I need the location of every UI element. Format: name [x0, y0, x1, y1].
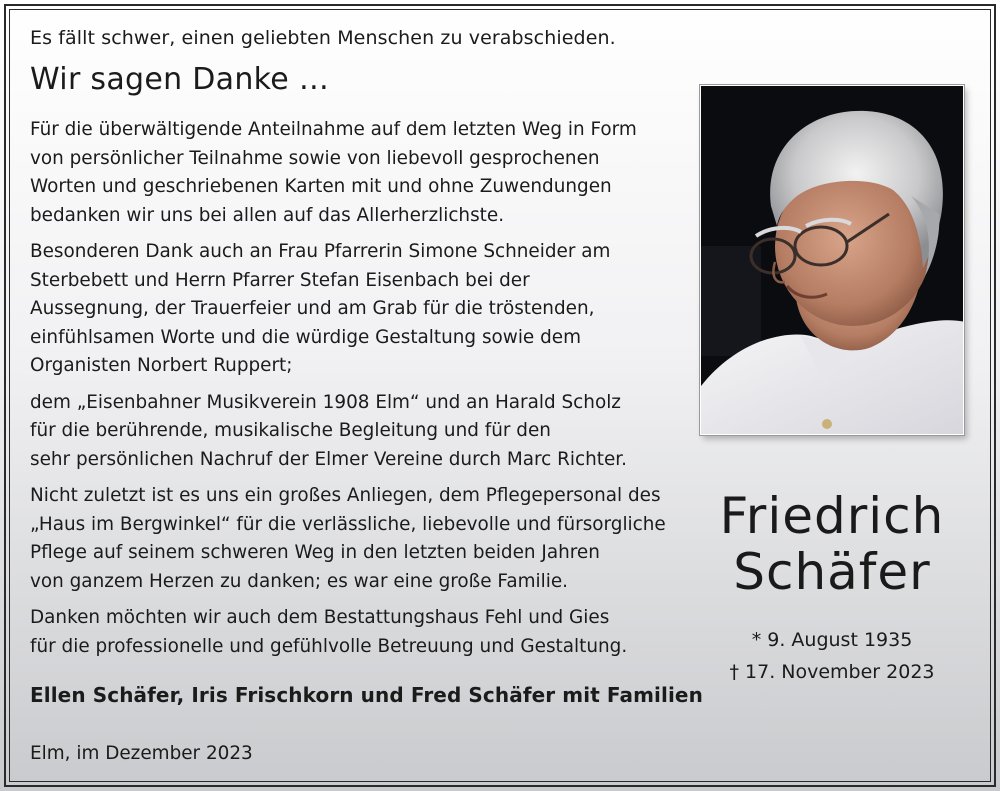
place-and-date: Elm, im Dezember 2023 [30, 743, 253, 764]
text-line: sehr persönlichen Nachruf der Elmer Vereine durch Marc Richter. [30, 448, 628, 470]
thanks-text [30, 116, 680, 669]
portrait-photo [700, 85, 964, 435]
last-name: Schäfer [733, 543, 931, 601]
text-line: Aussegnung, der Trauerfeier und am Grab für die tröstenden, [30, 298, 595, 319]
text-line: für die berührende, musikalische Begleitung und für den [30, 420, 551, 441]
first-name: Friedrich [719, 487, 945, 545]
text-line: Pflege auf seinem schweren Weg in den letzten beiden Jahren [30, 542, 600, 563]
text-line: von ganzem Herzen zu danken; es war eine große Familie. [30, 570, 568, 592]
intro-sentence: Es fällt schwer, einen geliebten Menschen zu verabschieden. [30, 27, 616, 49]
paragraph-general-thanks [30, 116, 680, 230]
signers: Ellen Schäfer, Iris Frischkorn und Fred Schäfer mit Familien [30, 683, 703, 707]
text-line: Organisten Norbert Ruppert; [30, 355, 293, 376]
thanks-heading: Wir sagen Danke … [30, 62, 330, 97]
text-line: Nicht zuletzt ist es uns ein großes Anliegen, dem Pflegepersonal des [30, 485, 661, 506]
text-line: „Haus im Bergwinkel“ für die verlässliche, liebevolle und fürsorgliche [30, 513, 666, 535]
paragraph-funeral-home-thanks [30, 604, 680, 661]
text-line: einfühlsamen Worte und die würdige Gestaltung sowie dem [30, 326, 581, 348]
text-line: von persönlicher Teilnahme sowie von liebevoll gesprochenen [30, 147, 600, 169]
paragraph-clergy-thanks [30, 238, 680, 381]
text-line: Danken möchten wir auch dem Bestattungshaus Fehl und Gies [30, 607, 610, 628]
deceased-name [700, 488, 964, 600]
text-line: dem „Eisenbahner Musikverein 1908 Elm“ und an Harald Scholz [30, 391, 621, 413]
portrait-illustration [701, 86, 964, 435]
text-line: Worten und geschriebenen Karten mit und ohne Zuwendungen [30, 176, 612, 197]
birth-date: * 9. August 1935 [751, 629, 913, 651]
life-dates [700, 624, 964, 688]
text-line: Sterbebett und Herrn Pfarrer Stefan Eisenbach bei der [30, 269, 530, 291]
text-line: für die professionelle und gefühlvolle Betreuung und Gestaltung. [30, 635, 628, 657]
paragraph-music-thanks [30, 389, 680, 475]
death-date: † 17. November 2023 [729, 661, 935, 683]
text-line: Besonderen Dank auch an Frau Pfarrerin Simone Schneider am [30, 241, 611, 262]
text-line: Für die überwältigende Anteilnahme auf dem letzten Weg in Form [30, 119, 637, 140]
paragraph-care-thanks [30, 482, 680, 596]
text-line: bedanken wir uns bei allen auf das Allerherzlichste. [30, 204, 505, 226]
